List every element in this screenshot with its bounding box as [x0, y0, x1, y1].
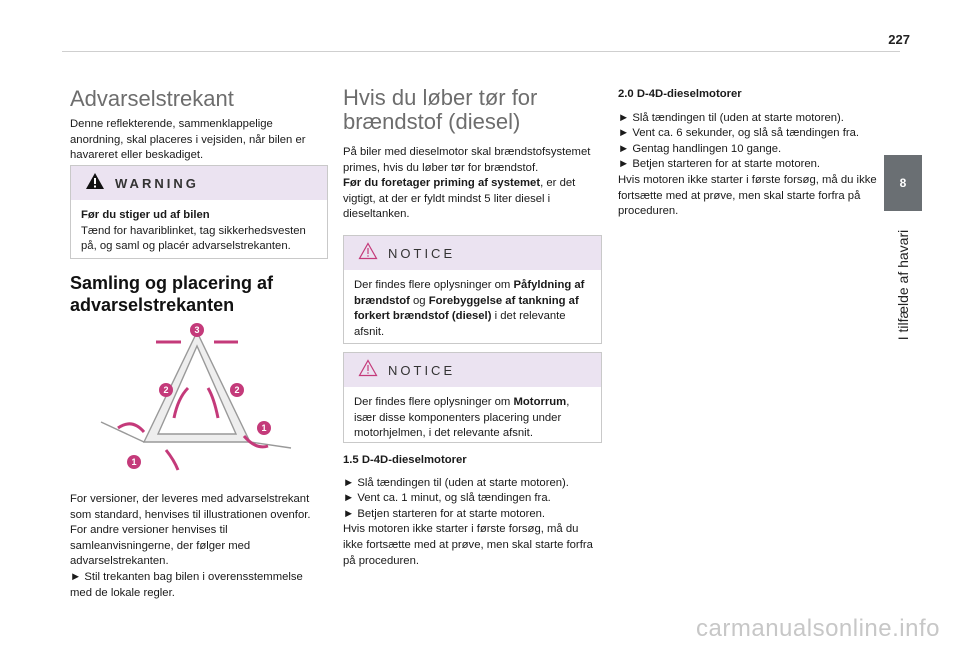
notice1-bold-1: Påfyldning af brændstof	[354, 279, 585, 307]
warning-bold: Før du stiger ud af bilen	[81, 209, 210, 221]
section-heading-2: Hvis du løber tør for brændstof (diesel)	[343, 85, 538, 134]
fuel-para-2	[343, 176, 601, 223]
arrow-down	[166, 450, 178, 470]
engine-15-section	[343, 453, 601, 569]
notice-box-1	[343, 235, 602, 344]
notice-body-1	[344, 270, 601, 348]
warning-label: WARNING	[115, 175, 199, 191]
marker-2-left: 2	[163, 385, 169, 395]
marker-1-right: 1	[261, 423, 267, 433]
engine-20-step-2: ► Vent ca. 6 sekunder, og slå så tændingen fra.	[618, 127, 860, 140]
notice-header-1	[344, 236, 601, 270]
subheading: Samling og placering af advarselstrekanten	[70, 273, 274, 315]
notice2-text-1: Der findes flere oplysninger om	[354, 396, 514, 408]
warning-text: Tænd for havariblinket, tag sikkerhedsvesten på, og saml og placér advarselstrekanten.	[81, 224, 306, 253]
warning-body	[71, 200, 327, 263]
notice-label-1: NOTICE	[388, 245, 456, 261]
notice2-text-2: , især disse komponenters placering under motorhjelmen, i det relevante afsnit.	[354, 396, 570, 440]
watermark: carmanualsonline.info	[696, 615, 940, 642]
notice-box-2	[343, 352, 602, 443]
notice-header-2	[344, 353, 601, 387]
chapter-title	[880, 215, 926, 355]
fuel-para-2-bold: Før du foretager priming af systemet	[343, 177, 541, 190]
warning-box	[70, 165, 328, 259]
chapter-number: 8	[899, 176, 907, 190]
marker-2-right: 2	[234, 385, 240, 395]
marker-3: 3	[194, 325, 200, 335]
fuel-para-2-rest: , er det vigtigt, at der er fyldt mindst 5 liter diesel i dieseltanken.	[343, 177, 576, 221]
notice-icon	[358, 242, 378, 265]
engine-20-heading: 2.0 D-4D-dieselmotorer	[618, 88, 742, 100]
notice1-text-2: og	[409, 294, 429, 307]
chapter-title-text: I tilfælde af havari	[895, 229, 911, 341]
engine-15-step-2: ► Vent ca. 1 minut, og slå tændingen fra.	[343, 492, 551, 505]
fuel-para-1: På biler med dieselmotor skal brændstofsystemet primes, hvis du løber tør for brændstof.	[343, 146, 591, 174]
engine-20-step-3: ► Gentag handlingen 10 gange.	[618, 142, 782, 155]
notice1-text-3: i det relevante afsnit.	[354, 310, 566, 338]
notice-icon	[358, 359, 378, 382]
arrow-leg-left	[118, 424, 144, 432]
warning-icon	[85, 172, 105, 195]
header-divider	[62, 51, 900, 52]
chapter-tab[interactable]	[884, 155, 922, 211]
warning-header	[71, 166, 327, 200]
engine-20-closing: Hvis motoren ikke starter i første forsøg, må du ikke fortsætte med at prøve, men skal starte forfra på proceduren.	[618, 173, 877, 218]
column-1	[70, 86, 326, 164]
assembly-body	[70, 492, 326, 601]
column-2	[343, 86, 601, 223]
notice-label-2: NOTICE	[388, 362, 456, 378]
engine-20-step-1: ► Slå tændingen til (uden at starte motoren).	[618, 111, 844, 124]
body-para-3: ► Stil trekanten bag bilen i overensstemmelse med de lokale regler.	[70, 570, 303, 599]
body-para-2: For andre versioner henvises til samleanvisningerne, der følger med advarselstrekanten.	[70, 524, 251, 568]
engine-15-step-3: ► Betjen starteren for at starte motoren.	[343, 507, 546, 520]
intro-text: Denne reflekterende, sammenklappelige anordning, skal placeres i vejsiden, når bilen er havareret eller beskadiget.	[70, 118, 306, 162]
marker-1-left: 1	[131, 457, 137, 467]
engine-15-heading: 1.5 D-4D-dieselmotorer	[343, 454, 467, 466]
engine-20-step-4: ► Betjen starteren for at starte motoren.	[618, 158, 821, 171]
column-3	[618, 87, 878, 220]
notice1-text-1: Der findes flere oplysninger om	[354, 279, 514, 291]
engine-15-step-1: ► Slå tændingen til (uden at starte motoren).	[343, 476, 569, 489]
assembly-section	[70, 272, 326, 316]
notice1-bold-2: Forebyggelse af tankning af forkert brændstof (diesel)	[354, 294, 579, 323]
engine-15-closing: Hvis motoren ikke starter i første forsøg, må du ikke fortsætte med at prøve, men skal starte forfra på proceduren.	[343, 523, 593, 567]
notice2-bold-1: Motorrum	[513, 396, 567, 408]
notice-body-2	[344, 387, 601, 450]
body-para-1: For versioner, der leveres med advarselstrekant som standard, henvises til illustrationen ovenfor.	[70, 493, 311, 521]
triangle-illustration	[96, 318, 296, 476]
page-number: 227	[888, 32, 910, 47]
section-heading: Advarselstrekant	[70, 86, 234, 111]
